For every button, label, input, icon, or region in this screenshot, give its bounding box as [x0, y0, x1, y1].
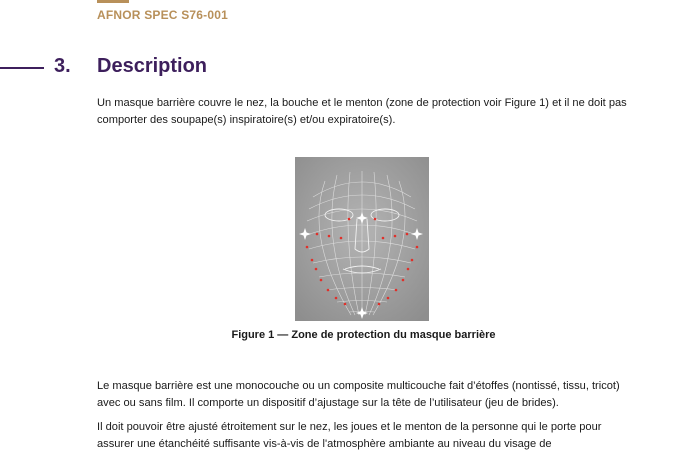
- paragraph-intro: Un masque barrière couvre le nez, la bouche et le menton (zone de protection voir Figure 1) et il ne doit pas comporter des soupape(s) inspiratoire(s) et/ou expiratoire(s).: [97, 97, 627, 126]
- figure-caption: Figure 1 — Zone de protection du masque barrière: [231, 329, 496, 341]
- section-number: 3.: [54, 55, 71, 77]
- paragraph-composition: Le masque barrière est une monocouche ou un composite multicouche fait d’étoffes (nontissé, tissu, tricot) avec ou sans film. Il comporte un dispositif d’ajustage sur la tête de l’utilisateur (jeu de brides).: [97, 380, 620, 409]
- paragraph-fit: Il doit pouvoir être ajusté étroitement sur le nez, les joues et le menton de la personne qui le porte pour assurer une étanchéité suffisante vis-à-vis de l'atmosphère ambiante au niveau du visage de: [97, 421, 602, 450]
- face-mesh-figure: [295, 157, 429, 321]
- header-accent-rule: [97, 0, 129, 3]
- document-reference: AFNOR SPEC S76-001: [97, 8, 228, 22]
- section-rule: [0, 67, 44, 69]
- section-title: Description: [97, 55, 208, 77]
